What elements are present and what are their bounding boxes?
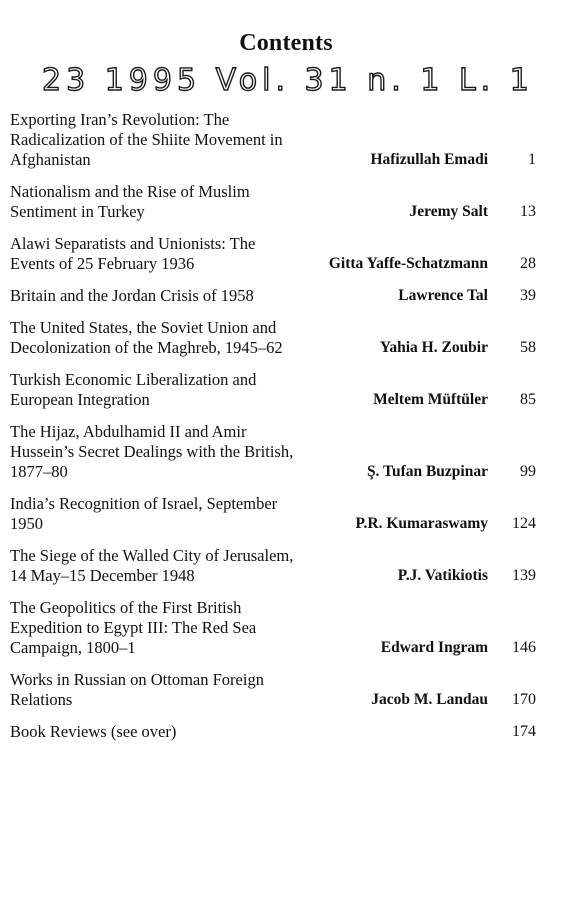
- entry-title-line: The Geopolitics of the First British: [10, 598, 242, 617]
- entry-title-line: India’s Recognition of Israel, September: [10, 494, 278, 513]
- contents-entry: [10, 598, 536, 658]
- entry-title-line: Campaign, 1800–1: [10, 638, 136, 657]
- contents-entry: [10, 722, 536, 742]
- entry-title: [10, 182, 310, 222]
- entry-page-number: 139: [512, 567, 536, 584]
- entry-author: Jacob M. Landau: [371, 691, 488, 708]
- entry-author: Ş. Tufan Buzpinar: [366, 463, 488, 480]
- entry-title-line: Radicalization of the Shiite Movement in: [10, 130, 283, 149]
- entry-author: Gitta Yaffe-Schatzmann: [328, 255, 488, 272]
- entry-page-number: 99: [520, 463, 536, 480]
- entry-title: [10, 494, 310, 534]
- entry-title: [10, 546, 310, 586]
- entry-title-line: 1950: [10, 514, 43, 533]
- handwriting-svg: [40, 54, 560, 104]
- entry-title-line: Hussein’s Secret Dealings with the British,: [10, 442, 294, 461]
- entry-title: [10, 422, 310, 482]
- entry-title-line: Events of 25 February 1936: [10, 254, 195, 273]
- contents-entry: [10, 182, 536, 222]
- entry-title: [10, 318, 310, 358]
- entry-title: [10, 670, 310, 710]
- entry-title-line: Decolonization of the Maghreb, 1945–62: [10, 338, 283, 357]
- entry-title-line: Book Reviews (see over): [10, 722, 177, 741]
- contents-entry: [10, 494, 536, 534]
- entry-title: [10, 598, 310, 658]
- entry-author: Hafizullah Emadi: [370, 151, 488, 168]
- entry-author: Lawrence Tal: [398, 287, 488, 304]
- entry-title-line: Nationalism and the Rise of Muslim: [10, 182, 250, 201]
- entry-author: Jeremy Salt: [409, 203, 488, 220]
- contents-entry: [10, 670, 536, 710]
- entry-page-number: 85: [520, 391, 536, 408]
- contents-entry: [10, 546, 536, 586]
- entry-author: Edward Ingram: [380, 639, 488, 656]
- entry-title-line: Sentiment in Turkey: [10, 202, 145, 221]
- entry-title-line: Relations: [10, 690, 73, 709]
- entry-title-line: Works in Russian on Ottoman Foreign: [10, 670, 264, 689]
- entry-title-line: Britain and the Jordan Crisis of 1958: [10, 286, 254, 305]
- entry-page-number: 174: [512, 723, 536, 740]
- contents-entry: [10, 370, 536, 410]
- entry-title: [10, 286, 310, 306]
- entry-title-line: Exporting Iran’s Revolution: The: [10, 110, 230, 129]
- handwritten-note-text: 23 1995 Vol. 31 n. 1 L. 1: [42, 63, 534, 98]
- entry-author: Meltem Müftüler: [373, 391, 488, 408]
- contents-list: [10, 110, 536, 754]
- entry-title-line: The Hijaz, Abdulhamid II and Amir: [10, 422, 247, 441]
- entry-author: Yahia H. Zoubir: [379, 339, 488, 356]
- entry-title-line: The United States, the Soviet Union and: [10, 318, 277, 337]
- handwritten-annotation: [40, 54, 560, 104]
- entry-title-line: 14 May–15 December 1948: [10, 566, 195, 585]
- entry-page-number: 39: [520, 287, 536, 304]
- entry-page-number: 1: [528, 151, 536, 168]
- entry-page-number: 124: [512, 515, 536, 532]
- entry-title: [10, 370, 310, 410]
- entry-page-number: 58: [520, 339, 536, 356]
- entry-author: P.J. Vatikiotis: [397, 567, 488, 584]
- contents-entry: [10, 234, 536, 274]
- entry-page-number: 170: [512, 691, 536, 708]
- entry-page-number: 146: [512, 639, 536, 656]
- entry-title-line: The Siege of the Walled City of Jerusalem,: [10, 546, 294, 565]
- entry-author: P.R. Kumaraswamy: [355, 515, 488, 532]
- entry-title-line: Alawi Separatists and Unionists: The: [10, 234, 256, 253]
- contents-entry: [10, 110, 536, 170]
- contents-entry: [10, 422, 536, 482]
- entry-title-line: 1877–80: [10, 462, 68, 481]
- entry-title: [10, 234, 310, 274]
- contents-entry: [10, 318, 536, 358]
- entry-title-line: Turkish Economic Liberalization and: [10, 370, 257, 389]
- entry-page-number: 13: [520, 203, 536, 220]
- entry-title: [10, 110, 310, 170]
- entry-title: [10, 722, 310, 742]
- page-title: Contents: [239, 30, 333, 56]
- entry-title-line: Expedition to Egypt III: The Red Sea: [10, 618, 257, 637]
- entry-title-line: European Integration: [10, 390, 150, 409]
- entry-title-line: Afghanistan: [10, 150, 91, 169]
- contents-entry: [10, 286, 536, 306]
- entry-page-number: 28: [520, 255, 536, 272]
